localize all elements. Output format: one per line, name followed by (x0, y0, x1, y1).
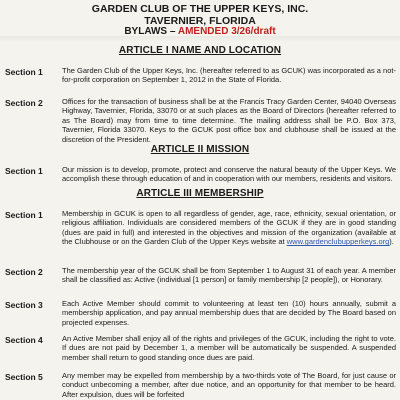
article-title: ARTICLE I NAME AND LOCATION (118, 45, 282, 56)
website-link[interactable]: www.gardenclubupperkeys.org (286, 237, 390, 247)
section-label: Section 1 (5, 166, 43, 176)
section-label: Section 2 (5, 267, 43, 277)
bylaws-suffix: draft (253, 26, 276, 37)
section-label: Section 3 (5, 300, 43, 310)
section-label: Section 4 (5, 335, 43, 345)
location-title: TAVERNIER, FLORIDA (144, 15, 256, 27)
article-heading (0, 145, 400, 155)
section-text: The membership year of the GCUK shall be from September 1 to August 31 of each year. A member shall be classified as: Active (individual [1 person] or family membership [2 people]), or Honorary. (62, 266, 396, 285)
bylaws-prefix: BYLAWS – (124, 26, 178, 37)
section-text: Offices for the transaction of business shall be at the Francis Tracy Garden Center, 94040 Overseas Highway, Tavernier, Florida, 33070 or at such places as the Board of Directors (hereafter referred to as The Board) may from time to time determine. The mailing address shall be P.O. Box 373, Tavernier, Florida 33070. Keys to the GCUK post office box and clubhouse shall be issued at the discretion of the President. (62, 97, 396, 144)
section-text: Each Active Member should commit to volunteering at least ten (10) hours annually, submit a membership application, and pay annual membership dues that are decided by The Board based on projected expenses. (62, 299, 396, 327)
article-title: ARTICLE II MISSION (150, 144, 250, 155)
bylaws-amended: AMENDED 3/26/ (177, 26, 254, 37)
section-text-main: Membership in GCUK is open to all regardless of gender, age, race, ethnicity, sexual orientation, or religious affiliation. Individuals are considered members of the GCUK if they are in good standing (dues are paid in full) and interested in the objectives and mission of the organization (available at the Clubhouse or on the Garden Club of the Upper Keys website at (62, 209, 396, 247)
article-title: ARTICLE III MEMBERSHIP (136, 188, 264, 199)
section-label: Section 2 (5, 98, 43, 108)
article-heading (0, 46, 400, 56)
section-text: An Active Member shall enjoy all of the rights and privileges of the GCUK, including the right to vote. If dues are not paid by December 1, a member will be automatically be suspended. A suspended member shall return to good standing once dues are paid. (62, 334, 396, 362)
section-text: The Garden Club of the Upper Keys, Inc. (hereafter referred to as GCUK) was incorporated as a not-for-profit corporation on September 1, 2012 in the State of Florida. (62, 66, 396, 85)
section-label: Section 5 (5, 372, 43, 382)
bylaws-subtitle (0, 27, 400, 37)
section-text: Any member may be expelled from membership by a two-thirds vote of The Board, for just cause or conduct unbecoming a member, after due notice, and an opportunity for that member to be heard. After expulsion, dues will be forfeited (62, 371, 396, 399)
section-label: Section 1 (5, 67, 43, 77)
section-text (62, 209, 396, 247)
section-label: Section 1 (5, 210, 43, 220)
section-text-after: ). (389, 237, 394, 247)
section-text: Our mission is to develop, promote, protect and conserve the natural beauty of the Upper Keys. We accomplish these through education of and in cooperation with our members, residents and visitors. (62, 165, 396, 184)
article-heading (0, 189, 400, 199)
org-title: GARDEN CLUB OF THE UPPER KEYS, INC. (91, 3, 309, 15)
